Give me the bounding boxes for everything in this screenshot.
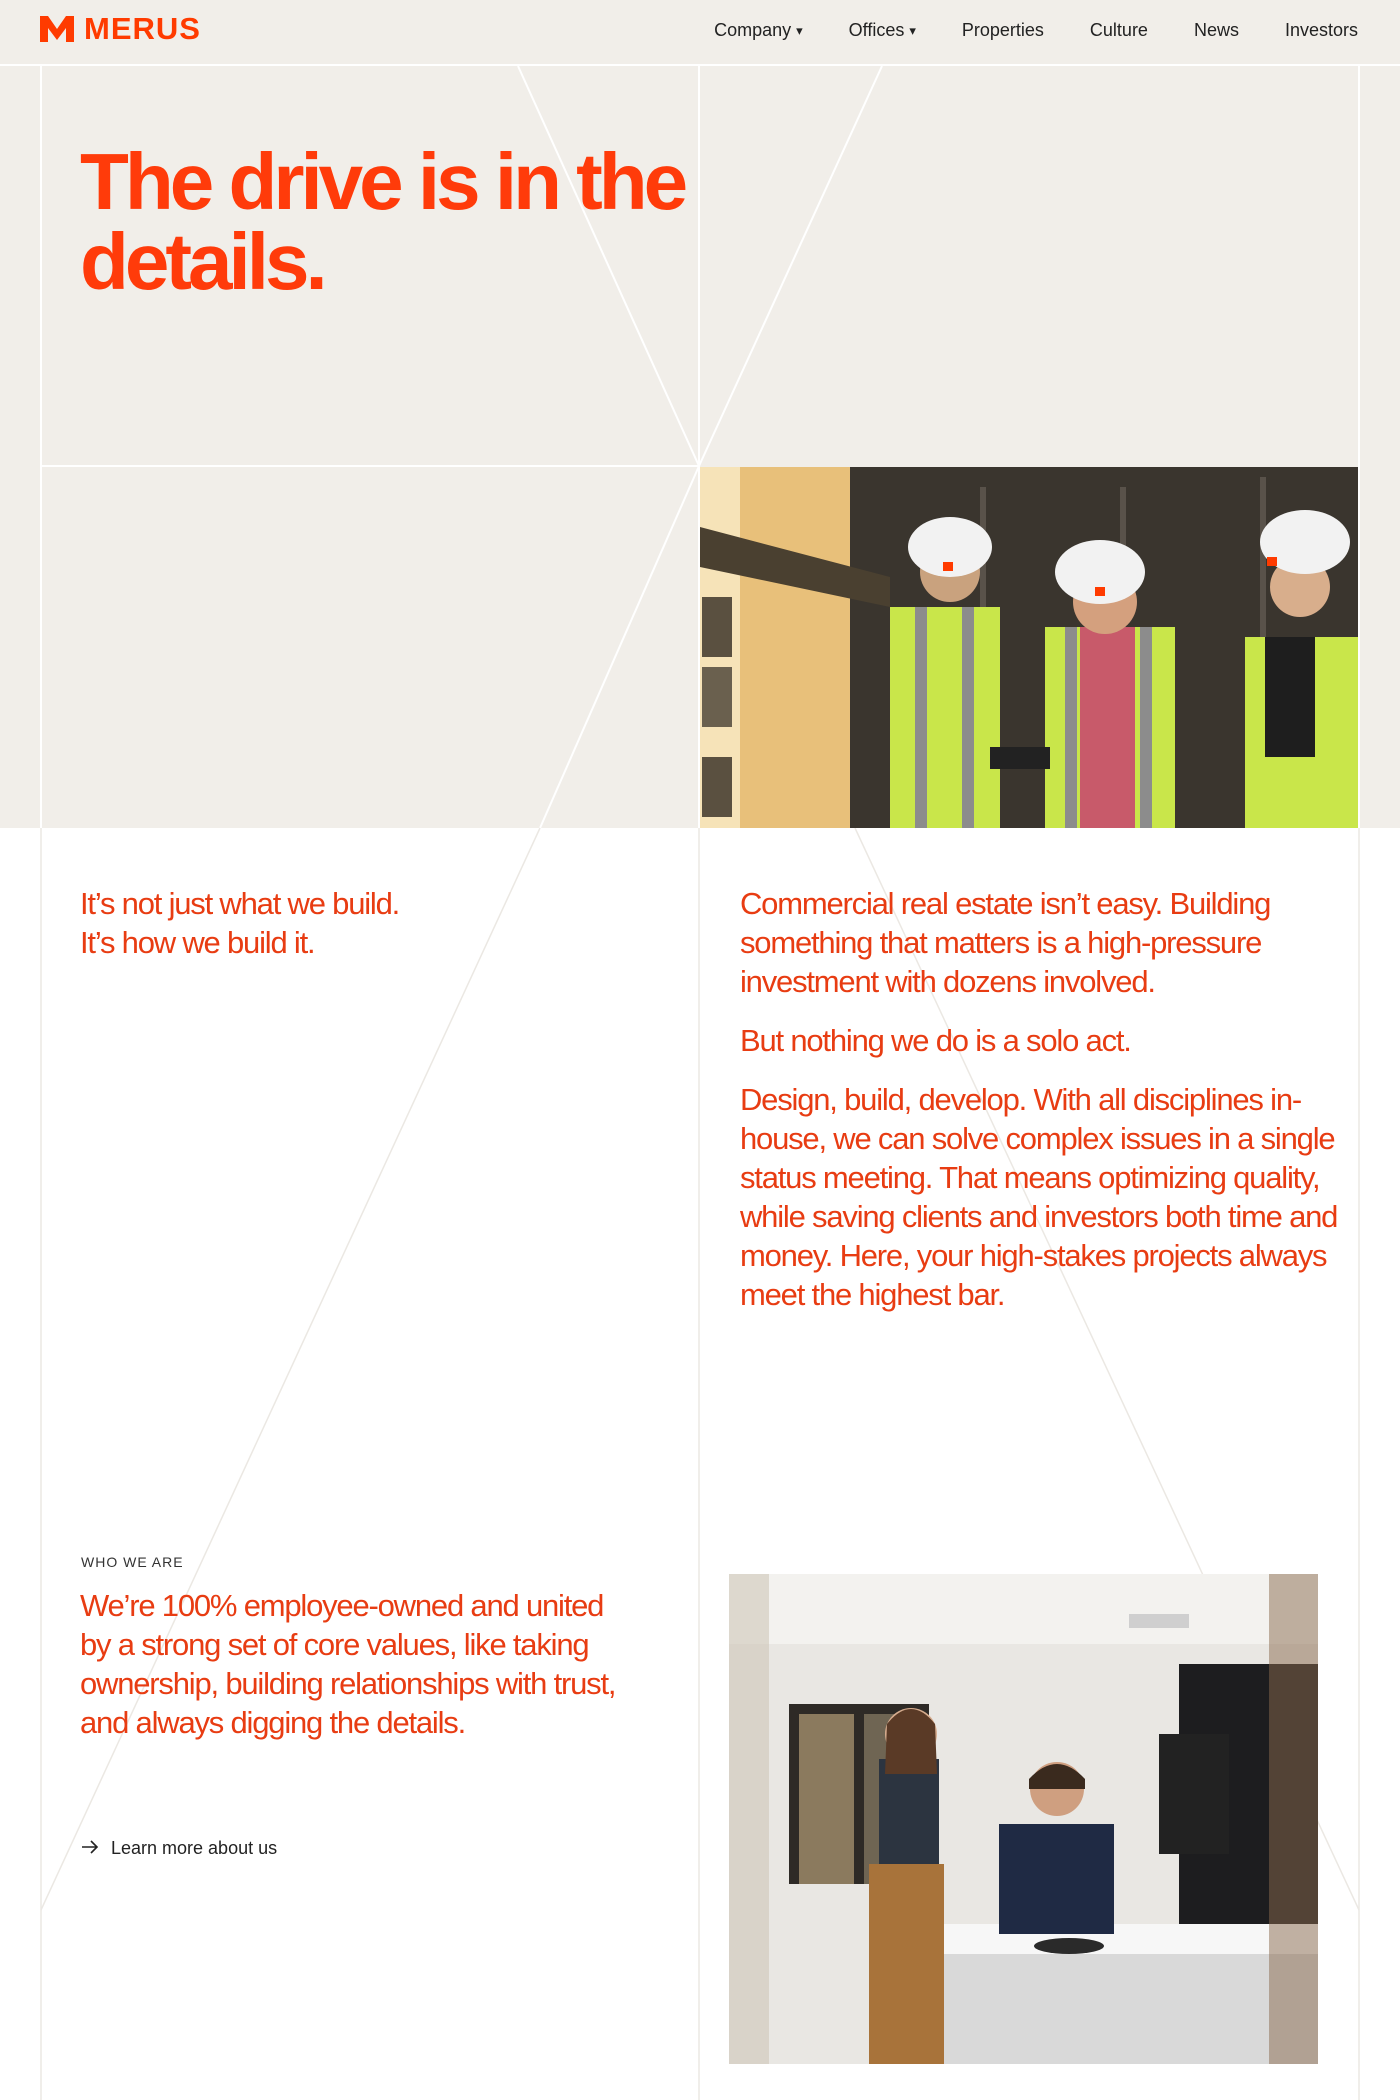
intro-tagline-line-2: It’s how we build it. — [80, 925, 315, 960]
site-header — [0, 0, 1400, 66]
intro-body — [740, 884, 1340, 1334]
office-team-photo — [729, 1574, 1318, 2064]
nav-news-label: News — [1193, 20, 1239, 40]
intro-tagline-line-1: It’s not just what we build. — [80, 886, 400, 921]
chevron-down-icon: ▾ — [909, 22, 916, 38]
nav-properties-label: Properties — [961, 20, 1044, 40]
nav-culture-label: Culture — [1089, 20, 1148, 40]
learn-more-label: Learn more about us — [111, 1838, 278, 1858]
intro-paragraph-3: Design, build, develop. With all disciplines in-house, we can solve complex issues in a single status meeting. That means optimizing quality, while saving clients and investors both time and money. Here, your high-stakes projects always meet the highest bar. — [740, 1082, 1338, 1312]
learn-more-link[interactable] — [81, 1838, 277, 1859]
intro-paragraph-2: But nothing we do is a solo act. — [740, 1023, 1131, 1058]
who-we-are-text: We’re 100% employee-owned and united by a strong set of core values, like taking ownership, building relationships with trust, and always digging the details. — [80, 1588, 616, 1740]
merus-m-logo-icon — [40, 16, 74, 42]
chevron-down-icon: ▾ — [796, 22, 803, 38]
logo-wordmark: MERUS — [84, 11, 201, 46]
main-nav — [714, 20, 1358, 41]
nav-investors[interactable] — [1285, 20, 1358, 41]
nav-offices-label: Offices — [848, 20, 905, 40]
nav-news[interactable] — [1194, 20, 1239, 41]
hero-title: The drive is in the details. — [80, 137, 685, 306]
nav-investors-label: Investors — [1284, 20, 1358, 40]
who-we-are-eyebrow: WHO WE ARE — [81, 1554, 184, 1570]
nav-offices[interactable] — [849, 20, 916, 41]
intro-tagline — [80, 884, 640, 962]
nav-properties[interactable] — [962, 20, 1044, 41]
construction-workers-photo — [700, 467, 1358, 828]
nav-culture[interactable] — [1090, 20, 1148, 41]
arrow-right-icon — [81, 1838, 99, 1859]
intro-paragraph-1: Commercial real estate isn’t easy. Building something that matters is a high-pressure investment with dozens involved. — [740, 886, 1271, 999]
merus-logo[interactable] — [40, 11, 201, 46]
nav-company-label: Company — [714, 20, 792, 40]
nav-company[interactable] — [714, 20, 803, 41]
